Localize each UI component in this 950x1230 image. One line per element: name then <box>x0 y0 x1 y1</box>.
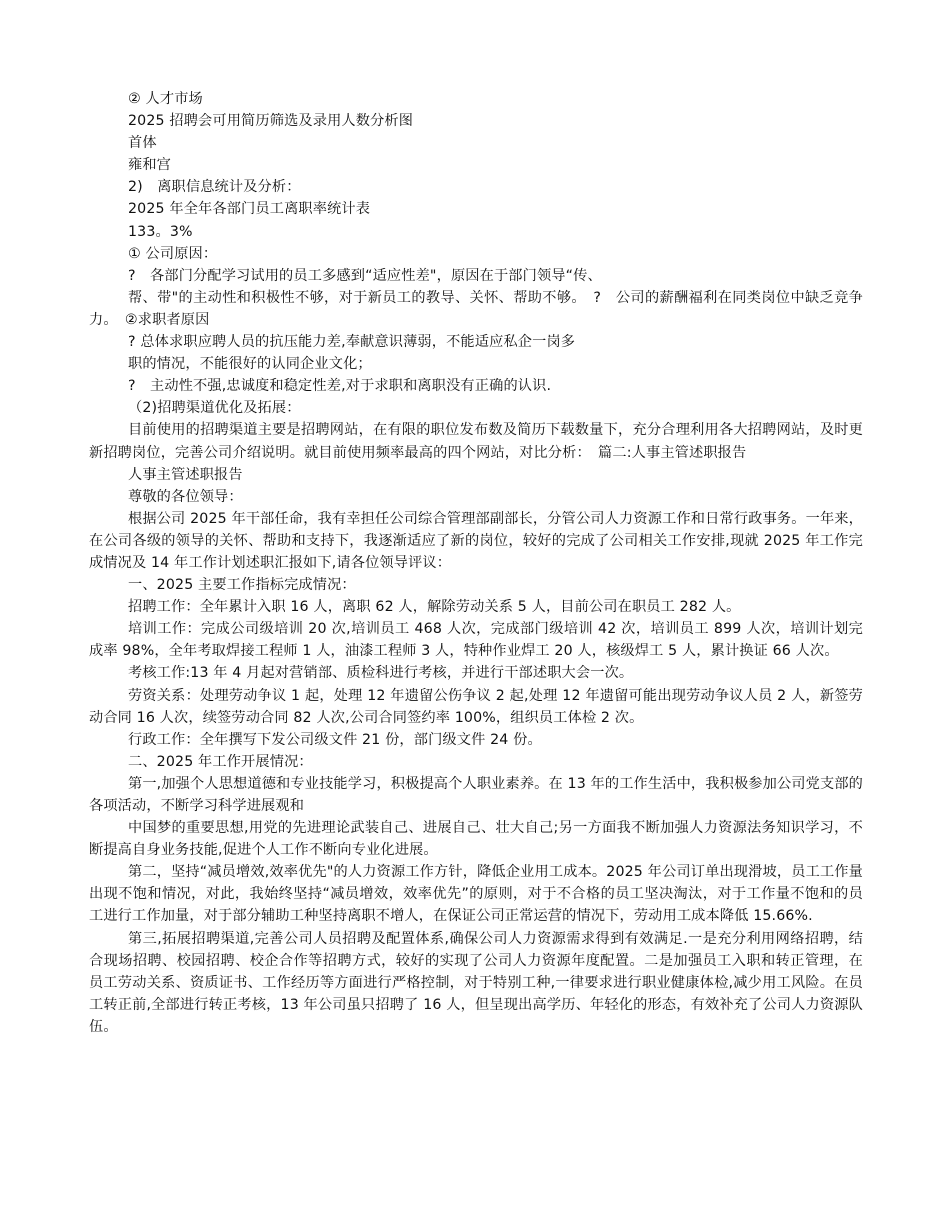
paragraph: 目前使用的招聘渠道主要是招聘网站，在有限的职位发布数及简历下载数量下，充分合理利用各大招聘网站，及时更新招聘岗位，完善公司介绍说明。就目前使用频率最高的四个网站，对比分析： 篇二:人事主管述职报告 <box>89 422 863 461</box>
paragraph: 考核工作:13 年 4 月起对营销部、质检科进行考核，并进行干部述职大会一次。 <box>128 665 634 682</box>
paragraph: 中国梦的重要思想,用党的先进理论武装自己、进展自己、壮大自己;另一方面我不断加强人力资源法务知识学习，不断提高自身业务技能,促进个人工作不断向专业化进展。 <box>89 820 863 859</box>
paragraph: 第一,加强个人思想道德和专业技能学习，积极提高个人职业素养。在 13 年的工作生活中，我积极参加公司党支部的各项活动，不断学习科学进展观和 <box>89 775 863 814</box>
paragraph: 第二，坚持“减员增效,效率优先"的人力资源工作方针，降低企业用工成本。2025 年公司订单出现滑坡，员工工作量出现不饱和情况，对此，我始终坚持“减员增效，效率优先”的原则，对于不合格的员工坚决淘汰，对于工作量不饱和的员工进行工作加量，对于部分辅助工种坚持离职不增人，在保证公司正常运营的情况下，劳动用工成本降低 15.66%. <box>89 864 863 925</box>
venue-yonghegong: 雍和宫 <box>128 157 172 174</box>
paragraph: 帮、带"的主动性和积极性不够，对于新员工的教导、关怀、帮助不够。 ? 公司的薪酬福利在同类岗位中缺乏竞争力。 ②求职者原因 <box>89 289 863 328</box>
paragraph: 根据公司 2025 年干部任命，我有幸担任公司综合管理部副部长，分管公司人力资源工作和日常行政事务。一年来，在公司各级的领导的关怀、帮助和支持下，我逐渐适应了新的岗位，较好的完成了公司相关工作安排,现就 2025 年工作完成情况及 14 年工作计划述职汇报如下,请各位领导评议： <box>89 510 863 571</box>
document-page <box>89 88 863 1038</box>
paragraph: 培训工作：完成公司级培训 20 次,培训员工 468 人次，完成部门级培训 42 次，培训员工 899 人次，培训计划完成率 98%，全年考取焊接工程师 1 人，油漆工程师 3 人，特种作业焊工 20 人，核级焊工 5 人，累计换证 66 人次。 <box>89 621 863 660</box>
report-title: 人事主管述职报告 <box>128 466 243 483</box>
company-reasons-heading: ① 公司原因： <box>128 245 218 262</box>
paragraph: ? 总体求职应聘人员的抗压能力差,奉献意识薄弱，不能适应私企一岗多 <box>128 334 576 351</box>
chart-caption-recruitment: 2025 招聘会可用简历筛选及录用人数分析图 <box>128 113 414 130</box>
section-heading-channels: （2)招聘渠道优化及拓展： <box>128 400 301 417</box>
paragraph: 职的情况，不能很好的认同企业文化； <box>128 356 372 373</box>
resignation-rate-value: 133。3% <box>128 223 193 240</box>
salutation: 尊敬的各位领导： <box>128 488 243 505</box>
section-heading-work: 二、2025 年工作开展情况： <box>128 753 313 770</box>
paragraph: 招聘工作：全年累计入职 16 人，离职 62 人，解除劳动关系 5 人，目前公司在职员工 282 人。 <box>128 599 741 616</box>
section-heading-resignation: 2) 离职信息统计及分析： <box>128 179 301 196</box>
paragraph: 劳资关系：处理劳动争议 1 起，处理 12 年遗留公伤争议 2 起,处理 12 年遗留可能出现劳动争议人员 2 人，新签劳动合同 16 人次，续签劳动合同 82 人次,公司合同签约率 100%，组织员工体检 2 次。 <box>89 687 863 726</box>
section-heading-indicators: 一、2025 主要工作指标完成情况： <box>128 577 356 594</box>
table-caption-resignation-rate: 2025 年全年各部门员工离职率统计表 <box>128 201 371 218</box>
paragraph: 第三,拓展招聘渠道,完善公司人员招聘及配置体系,确保公司人力资源需求得到有效满足.一是充分利用网络招聘，结合现场招聘、校园招聘、校企合作等招聘方式，较好的实现了公司人力资源年度配置。二是加强员工入职和转正管理，在员工劳动关系、资质证书、工作经历等方面进行严格控制，对于特别工种,一律要求进行职业健康体检,减少用工风险。在员工转正前,全部进行转正考核，13 年公司虽只招聘了 16 人，但呈现出高学历、年轻化的形态，有效补充了公司人力资源队伍。 <box>89 930 863 1035</box>
list-item-talent-market: ② 人才市场 <box>128 91 203 107</box>
paragraph: ? 各部门分配学习试用的员工多感到“适应性差"，原因在于部门领导“传、 <box>128 267 602 284</box>
paragraph: ? 主动性不强,忠诚度和稳定性差,对于求职和离职没有正确的认识. <box>128 378 552 395</box>
paragraph: 行政工作：全年撰写下发公司级文件 21 份，部门级文件 24 份。 <box>128 731 542 748</box>
venue-shouti: 首体 <box>128 135 157 152</box>
